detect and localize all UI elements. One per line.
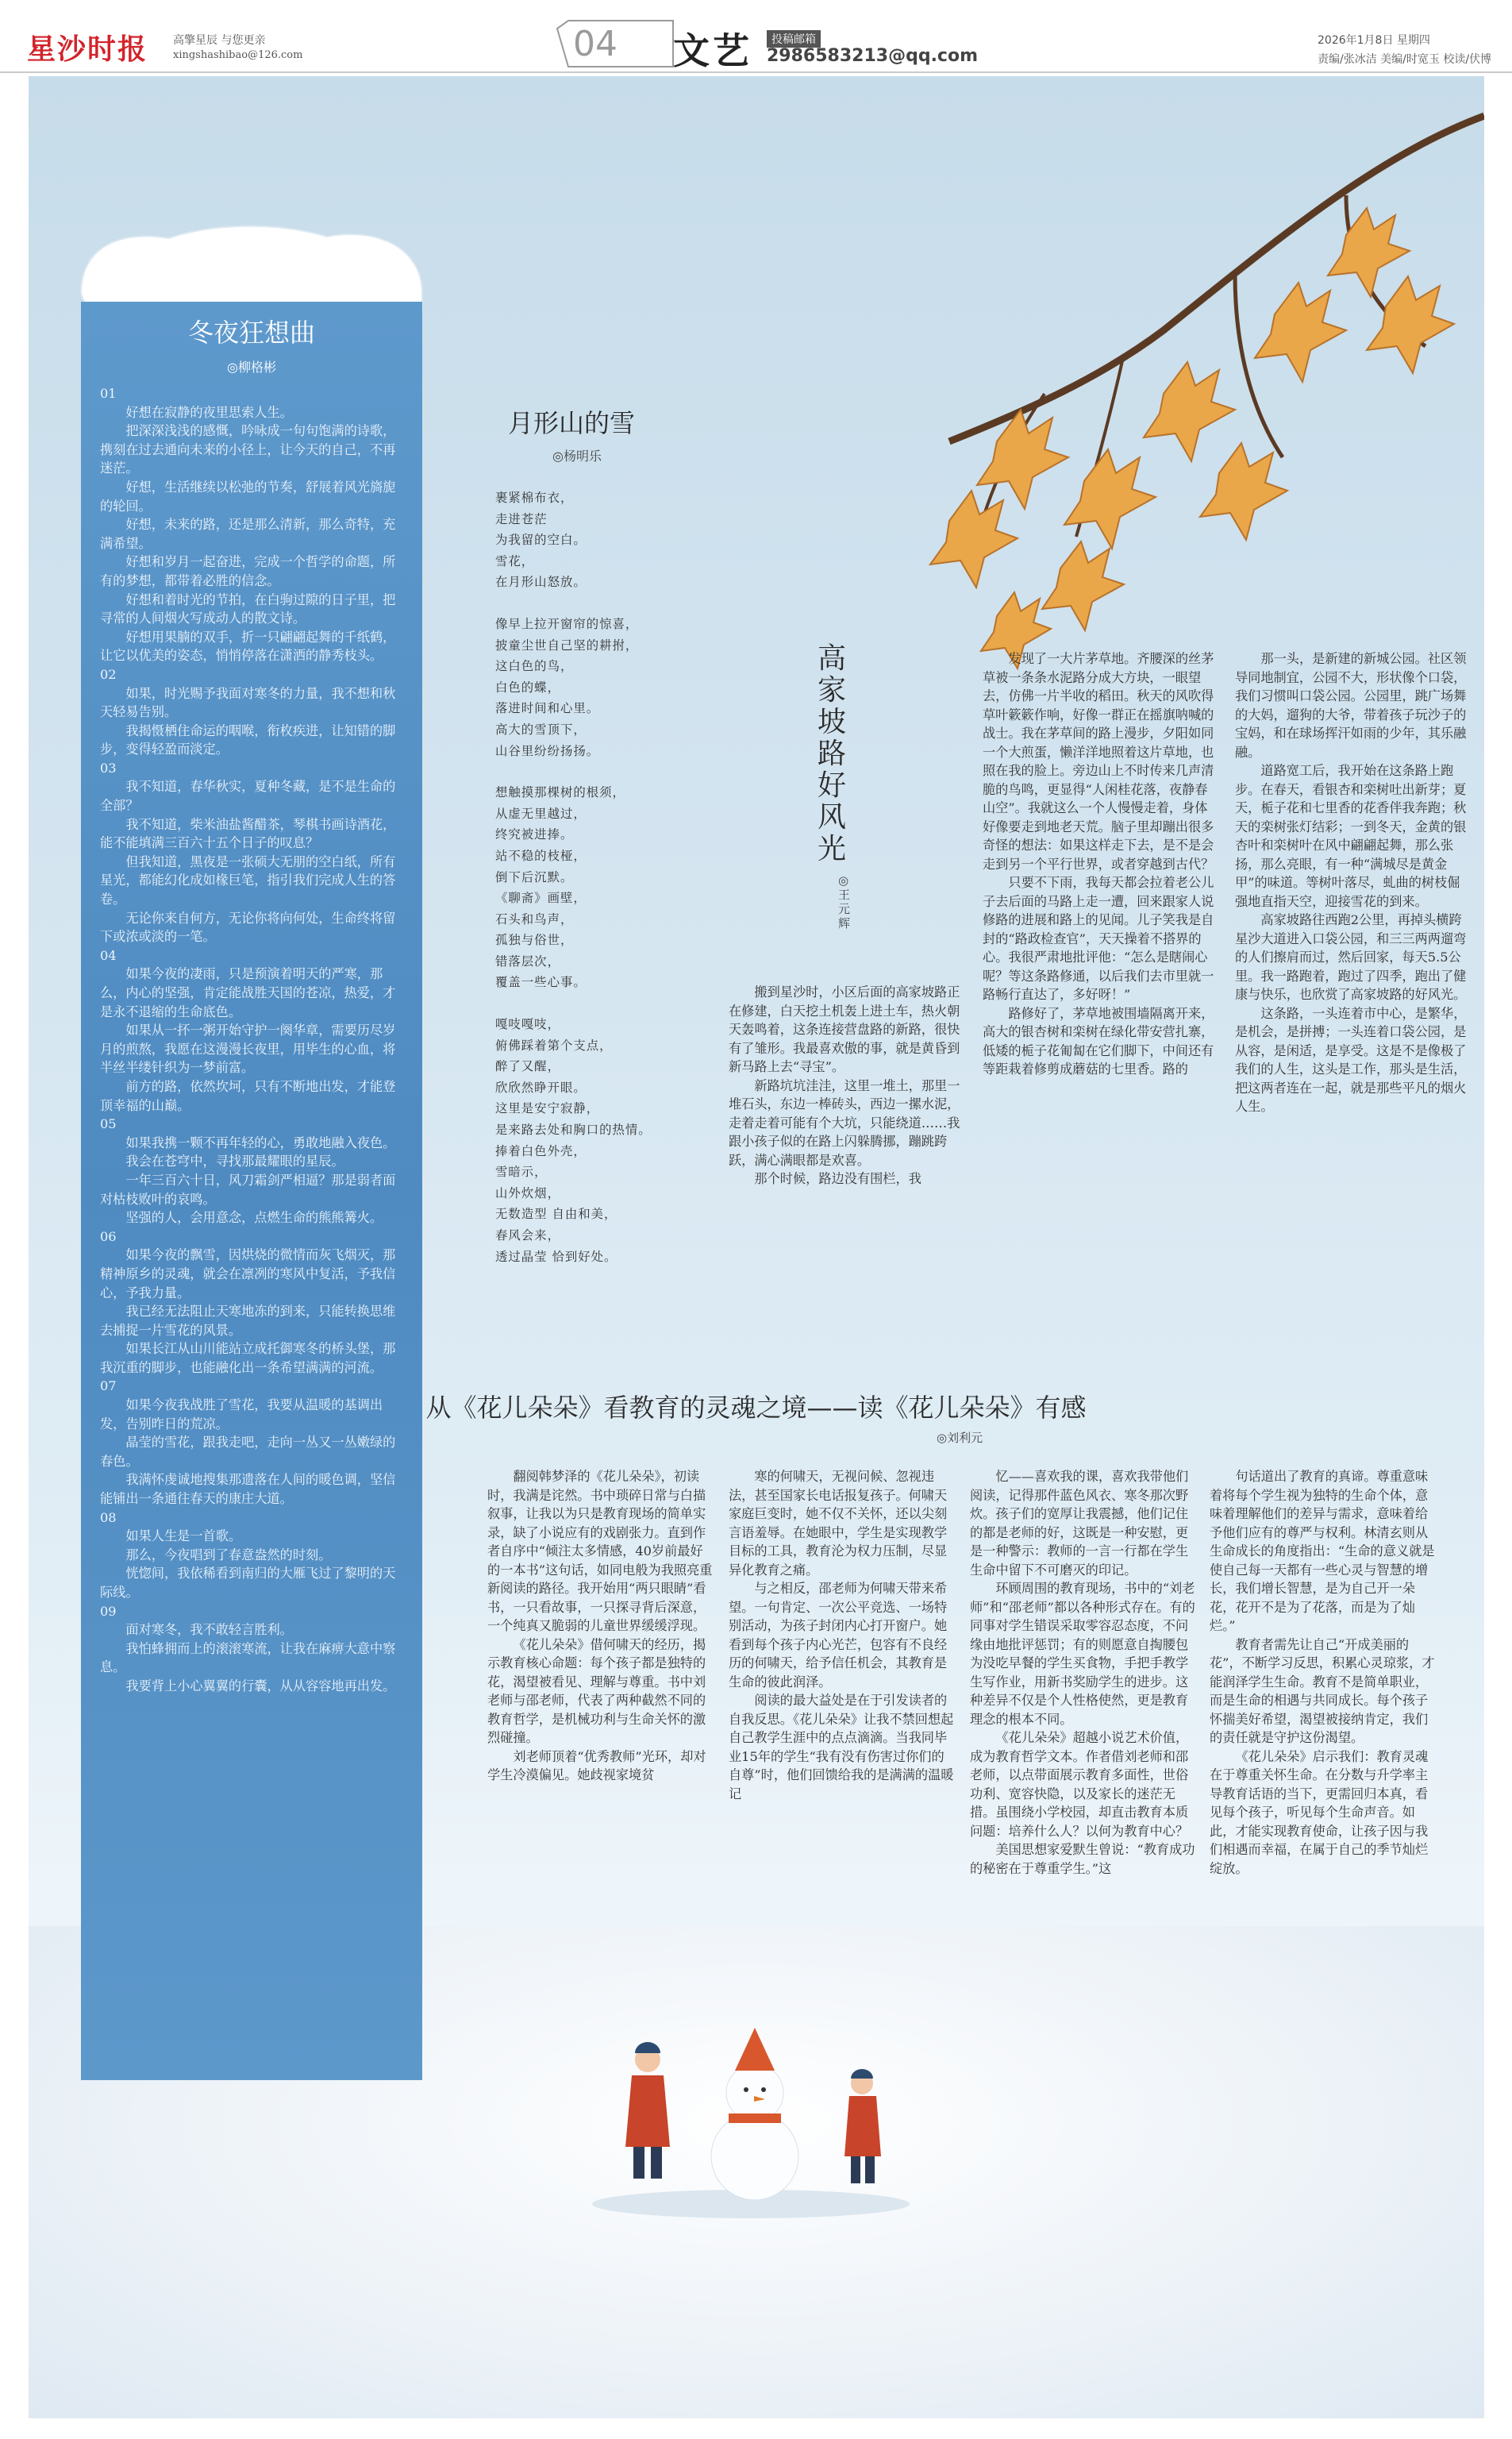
sidebar-paragraph: 前方的路，依然坎坷，只有不断地出发，才能登顶幸福的山巅。 — [100, 1078, 396, 1113]
poem-line: 是来路去处和胸口的热情。 — [495, 1123, 652, 1138]
sidebar-body — [100, 384, 402, 1696]
article3-column-4 — [1210, 1467, 1437, 1878]
sidebar-paragraph: 好想用果腩的双手，折一只翩翩起舞的千纸鹤，让它以优美的姿态，悄悄停落在潇洒的静秀枝头。 — [100, 629, 396, 664]
poem-line: 像早上拉开窗帘的惊喜， — [495, 616, 639, 631]
sidebar-paragraph: 那么，今夜唱到了春意盎然的时刻。 — [125, 1547, 332, 1562]
sidebar-paragraph: 如果今夜的凄雨，只是预演着明天的严寒，那么，内心的坚强，肯定能战胜天国的苍凉，热爱，才是永不退缩的生命底色。 — [100, 966, 396, 1019]
article2-column-3 — [1235, 649, 1467, 1116]
sidebar-paragraph: 我满怀虔诚地搜集那遗落在人间的暖色调，坚信能铺出一条通往春天的康庄大道。 — [100, 1472, 396, 1507]
snowman-children-illustration — [584, 1966, 918, 2220]
sidebar-paragraph: 好想和岁月一起奋进，完成一个哲学的命题，所有的梦想，都带着必胜的信念。 — [100, 554, 396, 588]
sidebar-section-number: 07 — [100, 1378, 117, 1394]
sidebar-paragraph: 我已经无法阻止天寒地冻的到来，只能转换思维去捕捉一片雪花的风景。 — [100, 1304, 396, 1338]
poem-line: 雪暗示， — [495, 1165, 548, 1180]
article-paragraph: 忆——喜欢我的课，喜欢我带他们阅读，记得那件蓝色风衣、寒冬那次野炊。孩子们的宽厚让我震撼，他们记住的都是老师的好，这既是一种安慰，更是一种警示：教师的一言一行都在学生生命中留下不可磨灭的印记。 — [970, 1469, 1189, 1578]
poem-line: 落进时间和心里。 — [495, 701, 600, 716]
article-paragraph: 《花儿朵朵》超越小说艺术价值，成为教育哲学文本。作者借刘老师和邵老师，以点带面展示教育多面性，世俗功利、宽容快隐，以及家长的迷茫无措。虽围绕小学校园，却直击教育本质问题：培养什么人？以何为教育中心？ — [970, 1730, 1189, 1839]
article-paragraph: 那一头，是新建的新城公园。社区领导同地制宜，公园不大，形状像个口袋，我们习惯叫口袋公园。公园里，跳广场舞的大妈，遛狗的大爷，带着孩子玩沙子的宝妈，和在球场挥汗如雨的少年，其乐融融。 — [1235, 651, 1467, 760]
article-paragraph: 只要不下雨，我每天都会拉着老公儿子去后面的马路上走一遭，回来跟家人说修路的进展和路上的见闻。儿子笑我是自封的“路政检查官”，天天操着不搭界的心。我很严肃地批评他：“怎么是瞎闹心呢？等这条路修通，以后我们去市里就一路畅行直达了，多好呀！” — [983, 875, 1214, 1002]
poem-line: 站不稳的枝桠， — [495, 848, 587, 863]
sidebar-paragraph: 面对寒冬，我不敢轻言胜利。 — [125, 1622, 293, 1638]
poem-line: 这里是安宁寂静， — [495, 1101, 600, 1116]
poem-line: 春风会来， — [495, 1228, 560, 1243]
article-paragraph: 新路坑坑洼洼，这里一堆土，那里一堆石头，东边一棒砖头，西边一摞水泥，走着走着可能有个大坑，只能绕道……我跟小孩子似的在路上闪躲腾挪，蹦跳跨跃，满心满眼都是欢喜。 — [729, 1077, 960, 1168]
sidebar-paragraph: 我不知道，柴米油盐酱醋茶，琴棋书画诗酒花，能不能填满三百六十五个日子的叹息？ — [100, 816, 396, 851]
poem-line: 这白色的鸟， — [495, 659, 574, 674]
poem-line: 山外炊烟， — [495, 1185, 560, 1200]
submission-mail-label: 投稿邮箱 — [767, 30, 821, 48]
sidebar-section-number: 04 — [100, 947, 117, 963]
article-paragraph: 与之相反，邵老师为何啸天带来希望。一句肯定、一次公平竞选、一场特别活动，为孩子封闭内心打开窗户。她看到每个孩子内心光芒，包容有不良经历的何啸天，给予信任机会，其教育是生命的彼此润泽。 — [729, 1581, 948, 1690]
sidebar-paragraph: 如果，时光赐予我面对寒冬的力量，我不想和秋天轻易告别。 — [100, 685, 396, 720]
child-right-figure — [844, 2069, 881, 2183]
poem-author: ◎杨明乐 — [552, 449, 602, 464]
poem-line: 为我留的空白。 — [495, 533, 587, 548]
poem-line: 《聊斋》画壁， — [495, 891, 587, 906]
poem-line: 错落层次， — [495, 954, 560, 969]
poem-line: 孤独与俗世， — [495, 933, 574, 948]
article-paragraph: 美国思想家爱默生曾说：“教育成功的秘密在于尊重学生。”这 — [970, 1842, 1195, 1876]
sidebar-section-number: 01 — [100, 386, 117, 401]
article3-author: ◎刘利元 — [937, 1431, 983, 1445]
sidebar-paragraph: 如果我携一颗不再年轻的心，勇敢地融入夜色。 — [125, 1135, 396, 1150]
sidebar-paragraph: 把深深浅浅的感慨，吟咏成一句句饱满的诗歌，携刻在过去通向未来的小径上，让今天的自己，不再迷茫。 — [100, 423, 396, 476]
article-paragraph: 刘老师顶着“优秀教师”光环，却对学生冷漠偏见。她歧视家境贫 — [487, 1748, 706, 1782]
poem-line: 山谷里纷纷扬扬。 — [495, 743, 600, 758]
sidebar-paragraph: 如果今夜我战胜了雪花，我要从温暖的基调出发，告别昨日的荒凉。 — [100, 1397, 383, 1431]
poem-line: 走进苍茫 — [495, 511, 548, 526]
newspaper-logo: 星沙时报 — [27, 33, 148, 66]
article3-author-name: 刘利元 — [947, 1431, 983, 1445]
poem-line: 在月形山怒放。 — [495, 575, 587, 590]
stanza-gap — [495, 993, 718, 1014]
sidebar-title: 冬夜狂想曲 — [187, 318, 315, 348]
sidebar-section-number: 03 — [100, 760, 117, 776]
sidebar-paragraph: 晶莹的雪花，跟我走吧，走向一丛又一丛嫩绿的春色。 — [100, 1435, 396, 1469]
article-paragraph: 阅读的最大益处是在于引发读者的自我反思。《花儿朵朵》让我不禁回想起自己教学生涯中的点点滴滴。当我同毕业15年的学生“我有没有伤害过你们的自尊”时，他们回馈给我的是满满的温暖记 — [729, 1693, 954, 1801]
poem-title: 月形山的雪 — [508, 408, 636, 438]
poem-line: 想触摸那棵树的根须， — [495, 785, 625, 800]
poem-line: 终究被进捧。 — [495, 827, 574, 842]
sidebar-paragraph: 我要背上小心翼翼的行囊，从从容容地再出发。 — [125, 1678, 396, 1693]
sidebar-section-number: 02 — [100, 666, 117, 682]
newspaper-email: xingshashibao@126.com — [173, 49, 303, 61]
sidebar-paragraph: 我怕蜂拥而上的滚滚寒流，让我在麻痹大意中察息。 — [100, 1640, 396, 1675]
sidebar-paragraph: 如果长江从山川能站立成托御寒冬的桥头堡，那我沉重的脚步，也能融化出一条希望满满的河流。 — [100, 1341, 396, 1375]
article-paragraph: 这条路，一头连着市中心，是繁华，是机会，是拼搏；一头连着口袋公园，是从容，是闲适，是享受。这是不是像极了我们的人生，这头是工作，那头是生活，把这两者连在一起，就是那些平凡的烟火人生。 — [1235, 1005, 1467, 1114]
sidebar-paragraph: 我不知道，春华秋实，夏种冬藏，是不是生命的全部？ — [100, 779, 396, 814]
article3-column-2 — [729, 1467, 956, 1803]
sidebar-paragraph: 无论你来自何方，无论你将向何处，生命终将留下或浓或淡的一笔。 — [100, 910, 396, 945]
poem-line: 醉了又醒， — [495, 1059, 560, 1074]
article-paragraph: 路修好了，茅草地被围墙隔离开来，高大的银杏树和栾树在绿化带安营扎寨，低矮的栀子花匍匐在它们脚下，中间还有等距栽着修剪成蘑菇的七里香。路的 — [983, 1005, 1214, 1077]
poem-line: 披童尘世自己坚的耕拊， — [495, 638, 639, 653]
article-paragraph: 高家坡路往西跑2公里，再掉头横跨星沙大道进入口袋公园，和三三两两遛弯的人们擦肩而过，然后回家，每天5.5公里。我一路跑着，跑过了四季，跑出了健康与快乐，也欣赏了高家坡路的好风光。 — [1235, 912, 1467, 1002]
child-left-figure — [625, 2042, 670, 2179]
poem-line: 倒下后沉默。 — [495, 869, 574, 884]
poem-line: 俯佛踩着第个支点， — [495, 1038, 613, 1053]
sidebar-paragraph: 坚强的人，会用意念，点燃生命的熊熊篝火。 — [125, 1210, 383, 1226]
poem-line: 裹紧棉布衣， — [495, 491, 574, 505]
sidebar-paragraph: 如果今夜的飘雪，因烘烧的微情而灰飞烟灭，那精神原乡的灵魂，就会在凛冽的寒风中复活，予我信心，予我力量。 — [100, 1247, 396, 1300]
sidebar-author: ◎柳格彬 — [227, 360, 276, 375]
poem-line: 石头和鸟声， — [495, 911, 574, 927]
poem-line: 欣欣然睁开眼。 — [495, 1080, 587, 1095]
poem-line: 白色的蝶， — [495, 680, 560, 695]
poem-author-name: 杨明乐 — [563, 449, 602, 464]
submission-mail[interactable]: 2986583213@qq.com — [767, 46, 979, 66]
poem-line: 覆盖一些心事。 — [495, 975, 587, 990]
article-paragraph: 发现了一大片茅草地。齐腰深的丝茅草被一条条水泥路分成大方块，一眼望去，仿佛一片半收的稻田。秋天的风吹得草叶簌簌作响，好像一群正在摇旗呐喊的战士。我在茅草间的路上漫步，夕阳如同一个大煎蛋，懒洋洋地照着这片草地，也照在我的脸上。旁边山上不时传来几声清脆的鸟鸣，更显得“人闲桂花落，夜静春山空”。我就这么一个人慢慢走着，身体好像要走到地老天荒。脑子里却蹦出很多奇怪的想法：如果这样走下去，是不是会走到另一个平行世界，或者穿越到古代？ — [983, 651, 1214, 872]
sidebar-paragraph: 好想，未来的路，还是那么清新，那么奇特，充满希望。 — [100, 517, 396, 551]
article-paragraph: 《花儿朵朵》启示我们：教育灵魂在于尊重关怀生命。在分数与升学率主导教育话语的当下，更需回归本真，看见每个孩子，听见每个生命声音。如此，才能实现教育使命，让孩子因与我们相遇而幸福，在属于自己的季节灿烂绽放。 — [1210, 1748, 1429, 1876]
newspaper-slogan: 高擎星辰 与您更亲 — [173, 34, 266, 47]
article2-title: 高家坡路好风光 — [818, 642, 847, 865]
article2-author: ◎王元辉 — [838, 873, 851, 931]
sidebar-paragraph: 如果从一抔一粥开始守护一阕华章，需要历尽岁月的煎熬，我愿在这漫漫长夜里，用毕生的心血，将半丝半缕针织为一梦前富。 — [100, 1023, 396, 1076]
poem-line: 从虚无里越过， — [495, 806, 587, 821]
article3-column-3 — [970, 1467, 1197, 1878]
maple-branch-illustration — [902, 108, 1484, 680]
sidebar-section-number: 09 — [100, 1603, 117, 1619]
poem-line: 无数造型 自由和美， — [495, 1207, 617, 1222]
article-paragraph: 句话道出了教育的真谛。尊重意味着将每个学生视为独特的生命个体，意味着理解他们的差异与需求，意味着给予他们应有的尊严与权利。林清玄则从生命成长的角度指出：“生命的意义就是使自己每一天都有一些心灵与智慧的增长，我们增长智慧，是为自己开一朵花，花开不是为了花落，而是为了灿烂。” — [1210, 1469, 1435, 1633]
sidebar-paragraph: 好想和着时光的节拍，在白驹过隙的日子里，把寻常的人间烟火写成动人的散文诗。 — [100, 591, 396, 626]
page-number: 04 — [573, 24, 617, 64]
poem-line: 雪花， — [495, 553, 535, 568]
article-paragraph: 教育者需先让自己“开成美丽的花”，不断学习反思，积累心灵琼浆，才能润泽学生生命。教育不是简单职业，而是生命的相遇与共同成长。每个孩子怀揣美好希望，渴望被接纳肯定，我们的责任就是守护这份渴望。 — [1210, 1636, 1435, 1745]
poem-sidebar — [81, 302, 422, 2080]
issue-date: 2026年1月8日 星期四 — [1318, 34, 1430, 47]
sidebar-section-number: 05 — [100, 1116, 117, 1132]
sidebar-author-name: 柳格彬 — [237, 360, 276, 375]
section-title: 文艺 — [673, 29, 752, 72]
sidebar-paragraph: 但我知道，黑夜是一张硕大无朋的空白纸，所有星光，都能幻化成如椽巨笔，指引我们完成人生的答卷。 — [100, 853, 396, 907]
article2-column-1 — [729, 983, 960, 1189]
poem-line: 高大的雪顶下， — [495, 722, 587, 737]
article2-column-2 — [983, 649, 1214, 1079]
article-paragraph: 环顾周围的教育现场，书中的“刘老师”和“邵老师”都以各种形式存在。有的同事对学生错误采取零容忍态度，不问缘由地批评惩罚；有的则愿意自掏腰包为没吃早餐的学生买食物，手把手教学生写作业，用新书奖励学生的进步。这种差异不仅是个人性格使然，更是教育理念的根本不同。 — [970, 1581, 1195, 1727]
article3-title: 从《花儿朵朵》看教育的灵魂之境——读《花儿朵朵》有感 — [425, 1393, 1087, 1423]
stanza-gap — [495, 761, 718, 782]
poem-line: 捧着白色外壳， — [495, 1143, 587, 1158]
article-paragraph: 《花儿朵朵》借何啸天的经历，揭示教育核心命题：每个孩子都是独特的花，渴望被看见、理解与尊重。书中刘老师与邵老师，代表了两种截然不同的教育哲学，是机械功利与生命关怀的激烈碰撞。 — [487, 1636, 706, 1745]
sidebar-paragraph: 恍惚间，我依稀看到南归的大雁飞过了黎明的天际线。 — [100, 1566, 396, 1600]
article-paragraph: 那个时候，路边没有围栏，我 — [754, 1171, 921, 1186]
sidebar-section-number: 08 — [100, 1509, 117, 1525]
poem-line: 透过晶莹 恰到好处。 — [495, 1249, 617, 1264]
article2-author-name: 王元辉 — [838, 888, 851, 931]
sidebar-paragraph: 好想，生活继续以松弛的节奏，舒展着风光旖旎的轮回。 — [100, 479, 396, 514]
stanza-gap — [495, 593, 718, 614]
sidebar-section-number: 06 — [100, 1228, 117, 1244]
sidebar-paragraph: 好想在寂静的夜里思索人生。 — [125, 404, 293, 420]
sidebar-paragraph: 如果人生是一首歌。 — [125, 1528, 242, 1544]
sidebar-paragraph: 我揭慑栖住命运的咽喉，衔枚疾进，让知错的脚步，变得轻盈而淡定。 — [100, 722, 396, 757]
article-paragraph: 道路宽工后，我开始在这条路上跑步。在春天，看银杏和栾树吐出新芽；夏天，栀子花和七里香的花香伴我奔跑；秋天的栾树张灯结彩；一到冬天，金黄的银杏叶和栾树叶在风中翩翩起舞，那么张扬，那么亮眼，有一种“满城尽是黄金甲”的味道。等树叶落尽，虬曲的树枝倔强地直指天空，迎接雪花的到来。 — [1235, 763, 1467, 909]
sidebar-paragraph: 我会在苍穹中，寻找那最耀眼的星辰。 — [125, 1154, 344, 1169]
article3-column-1 — [487, 1467, 714, 1785]
article-paragraph: 搬到星沙时，小区后面的高家坡路正在修建，白天挖土机轰上进土车，热火朝天轰鸣着，这条连接营盘路的新路，很快有了雏形。我最喜欢傲的事，就是黄昏到新马路上去“寻宝”。 — [729, 984, 960, 1074]
sidebar-paragraph: 一年三百六十日，风刀霜剑严相逼？那是弱者面对枯枝败叶的哀鸣。 — [100, 1172, 396, 1207]
poem-line: 嘎吱嘎吱， — [495, 1017, 560, 1032]
editor-credits: 责编/张冰洁 美编/时宽玉 校读/伏博 — [1318, 53, 1492, 66]
page-header — [0, 0, 1512, 73]
article-paragraph: 寒的何啸天，无视问候、忽视违法，甚至国家长电话报复孩子。何啸天家庭巨变时，她不仅不关怀，还以尖刻言语羞辱。在她眼中，学生是实现教学目标的工具，教育沦为权力压制，尽显异化教育之痛。 — [729, 1469, 948, 1578]
article-paragraph: 翻阅韩梦泽的《花儿朵朵》，初读时，我满是诧然。书中琐碎日常与白描叙事，让我以为只是教育现场的简单实录，缺了小说应有的戏剧张力。直到作者自序中“倾注太多情感，40岁前最好的一本书”这句话，如同电般为我照亮重新阅读的路径。我开始用“两只眼睛”看书，一只看故事，一只探寻背后深意，一个纯真又脆弱的儿童世界缓缓浮现。 — [487, 1469, 713, 1633]
poem-body — [495, 487, 718, 1267]
